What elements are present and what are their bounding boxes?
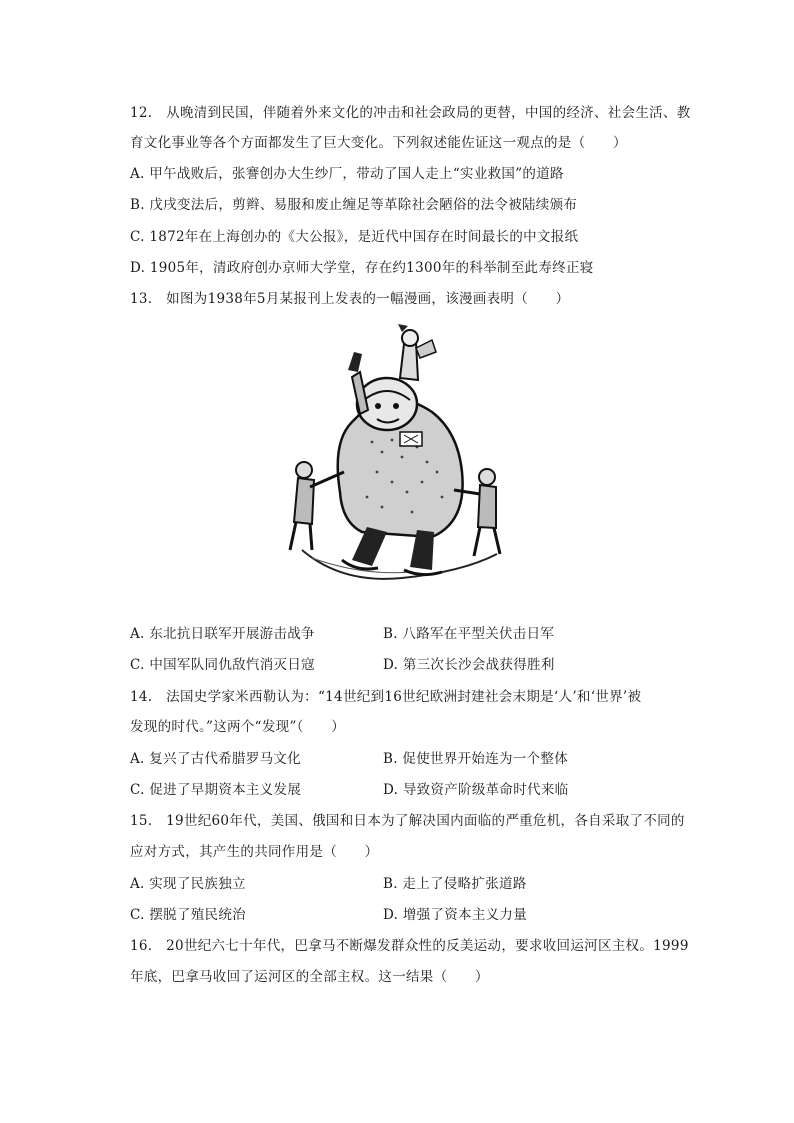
q14-stem-line2: 发现的时代。”这两个“发现”（ ）	[130, 719, 346, 735]
q14-option-b: B. 促使世界开始连为一个整体	[383, 751, 569, 767]
q13-option-d: D. 第三次长沙会战获得胜利	[383, 657, 555, 673]
q12-stem-line2: 育文化事业等各个方面都发生了巨大变化。下列叙述能佐证这一观点的是（ ）	[130, 135, 627, 151]
q14-option-d: D. 导致资产阶级革命时代来临	[383, 782, 569, 798]
q14-stem-line1: 14. 法国史学家米西勒认为：“14世纪到16世纪欧洲封建社会末期是‘人’和‘世界’被	[130, 689, 642, 705]
q13-option-a: A. 东北抗日联军开展游击战争	[130, 626, 315, 642]
q15-option-b: B. 走上了侵略扩张道路	[383, 876, 527, 892]
q16-stem-line2: 年底，巴拿马收回了运河区的全部主权。这一结果（ ）	[130, 969, 489, 985]
q15-option-c: C. 摆脱了殖民统治	[130, 907, 246, 923]
q12-option-a: A. 甲午战败后，张謇创办大生纱厂，带动了国人走上“实业救国”的道路	[130, 166, 564, 182]
q15-stem-line1: 15. 19世纪60年代，美国、俄国和日本为了解决国内面临的严重危机，各自采取了不同的	[130, 813, 685, 829]
q12-option-d: D. 1905年，清政府创办京师大学堂，存在约1300年的科举制至此寿终正寝	[130, 260, 594, 276]
q13-option-b: B. 八路军在平型关伏击日军	[383, 626, 555, 642]
q12-stem-line1: 12. 从晚清到民国，伴随着外来文化的冲击和社会政局的更替，中国的经济、社会生活、教	[130, 105, 691, 121]
q15-option-d: D. 增强了资本主义力量	[383, 907, 528, 923]
q16-stem-line1: 16. 20世纪六七十年代，巴拿马不断爆发群众性的反美运动，要求收回运河区主权。1999	[130, 938, 689, 954]
q14-option-a: A. 复兴了古代希腊罗马文化	[130, 751, 302, 767]
q14-option-c: C. 促进了早期资本主义发展	[130, 782, 302, 798]
q13-stem: 13. 如图为1938年5月某报刊上发表的一幅漫画，该漫画表明（ ）	[130, 291, 570, 307]
q15-option-a: A. 实现了民族独立	[130, 876, 246, 892]
q15-stem-line2: 应对方式，其产生的共同作用是（ ）	[130, 844, 379, 860]
q12-option-b: B. 戊戌变法后，剪辫、易服和废止缠足等革除社会陋俗的法令被陆续颁布	[130, 197, 578, 213]
q13-option-c: C. 中国军队同仇敌忾消灭日寇	[130, 657, 315, 673]
cartoon-illustration	[282, 322, 512, 584]
q12-option-c: C. 1872年在上海创办的《大公报》，是近代中国存在时间最长的中文报纸	[130, 229, 579, 245]
